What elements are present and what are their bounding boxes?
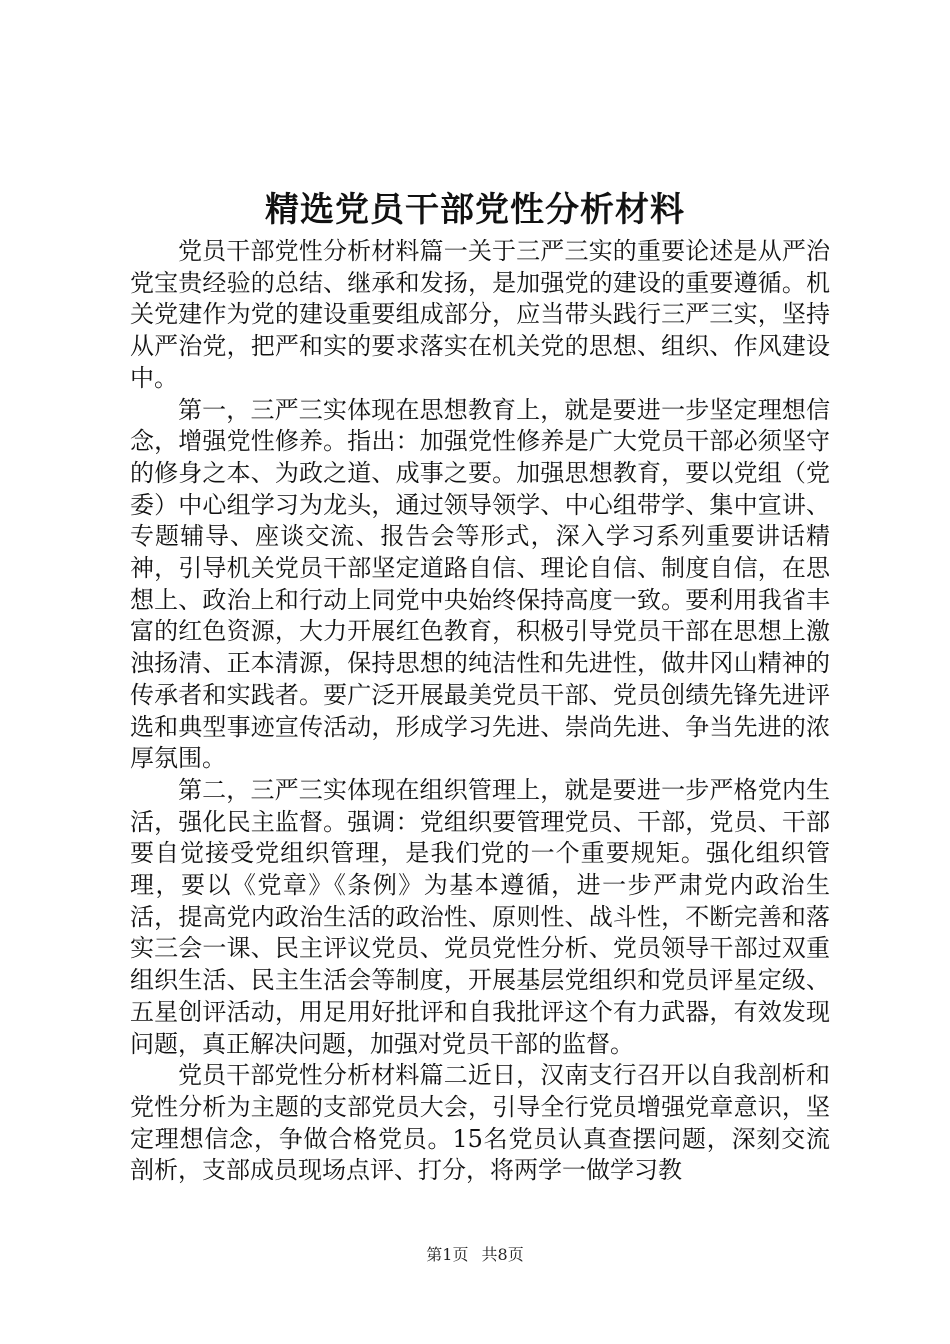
document-title: 精选党员干部党性分析材料 [265,190,685,230]
paragraph: 第二，三严三实体现在组织管理上，就是要进一步严格党内生活，强化民主监督。强调：党组织要管理党员、干部，党员、干部要自觉接受党组织管理，是我们党的一个重要规矩。强化组织管理，要以《党章》《条例》为基本遵循，进一步严肃党内政治生活，提高党内政治生活的政治性、原则性、战斗性，不断完善和落实三会一课、民主评议党员、党员党性分析、党员领导干部过双重组织生活、民主生活会等制度，开展基层党组织和党员评星定级、五星创评活动，用足用好批评和自我批评这个有力武器，有效发现问题，真正解决问题，加强对党员干部的监督。 [130,775,830,1058]
page-number: 第1页 [426,1245,469,1264]
page-footer [0,1244,950,1266]
paragraph: 党员干部党性分析材料篇二近日，汉南支行召开以自我剖析和党性分析为主题的支部党员大会，引导全行党员增强党章意识，坚定理想信念，争做合格党员。15名党员认真查摆问题，深刻交流剖析，支部成员现场点评、打分，将两学一做学习教 [130,1061,830,1185]
paragraph: 第一，三严三实体现在思想教育上，就是要进一步坚定理想信念，增强党性修养。指出：加强党性修养是广大党员干部必须坚守的修身之本、为政之道、成事之要。加强思想教育，要以党组（党委）中心组学习为龙头，通过领导领学、中心组带学、集中宣讲、专题辅导、座谈交流、报告会等形式，深入学习系列重要讲话精神，引导机关党员干部坚定道路自信、理论自信、制度自信，在思想上、政治上和行动上同党中央始终保持高度一致。要利用我省丰富的红色资源，大力开展红色教育，积极引导党员干部在思想上激浊扬清、正本清源，保持思想的纯洁性和先进性，做井冈山精神的传承者和实践者。要广泛开展最美党员干部、党员创绩先锋先进评选和典型事迹宣传活动，形成学习先进、崇尚先进、争当先进的浓厚氛围。 [130,395,830,773]
paragraph: 党员干部党性分析材料篇一关于三严三实的重要论述是从严治党宝贵经验的总结、继承和发扬，是加强党的建设的重要遵循。机关党建作为党的建设重要组成部分，应当带头践行三严三实，坚持从严治党，把严和实的要求落实在机关党的思想、组织、作风建设中。 [130,237,830,392]
document-body [130,236,830,1187]
page-total: 共8页 [481,1245,524,1264]
